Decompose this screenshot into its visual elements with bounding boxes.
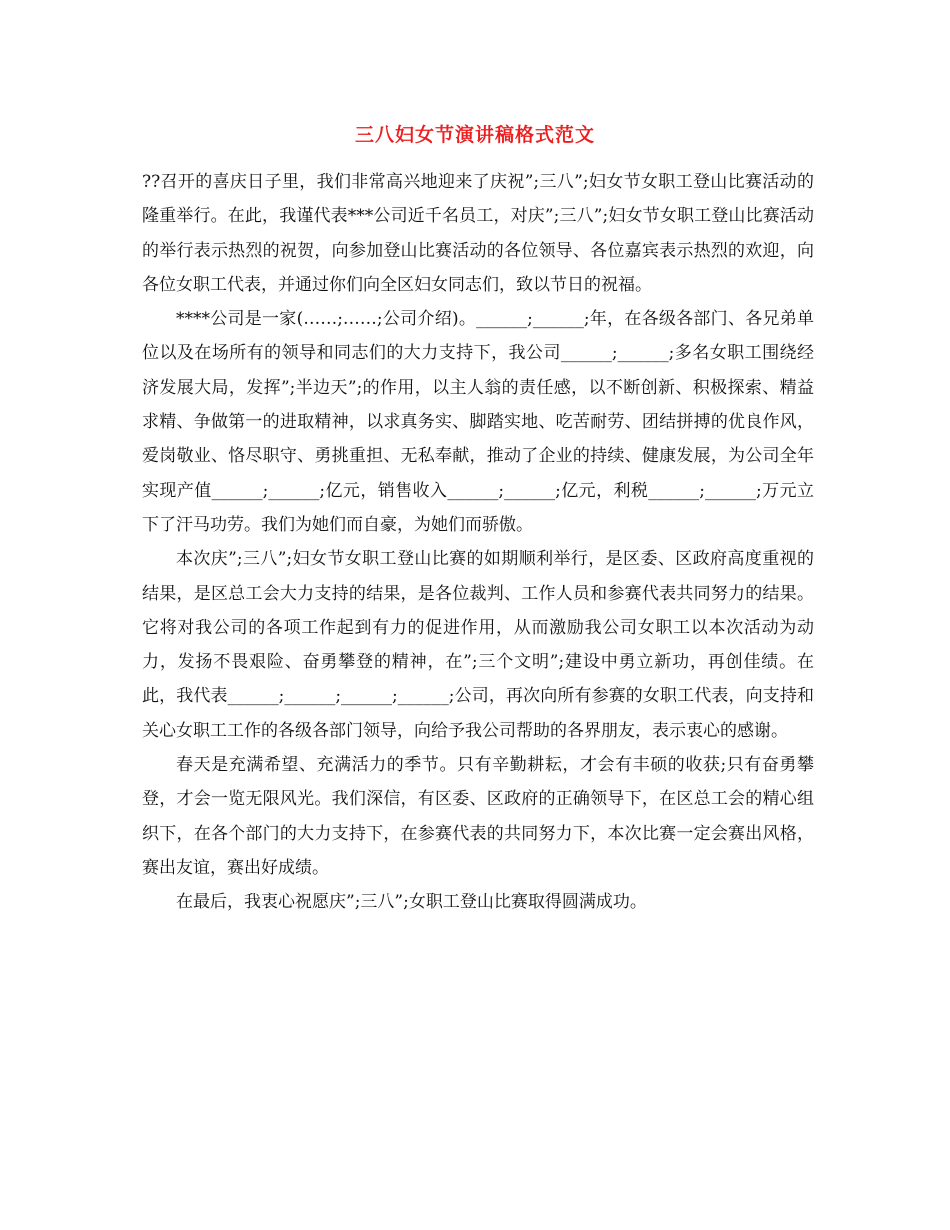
paragraph-2: ****公司是一家(……;……;公司介绍)。______;______;年，在各级各部门、各兄弟单位以及在场所有的领导和同志们的大力支持下，我公司______;______;多名女职工围绕经济发展大局，发挥”;半边天”;的作用，以主人翁的责任感，以不断创新、积极探索、精益求精、争做第一的进取精神，以求真务实、脚踏实地、吃苦耐劳、团结拼搏的优良作风，爱岗敬业、恪尽职守、勇挑重担、无私奉献，推动了企业的持续、健康发展，为公司全年实现产值______;______;亿元，销售收入______;______;亿元，利税______;______;万元立下了汗马功劳。我们为她们而自豪，为她们而骄傲。 [142,309,814,535]
paragraph-1: ??召开的喜庆日子里，我们非常高兴地迎来了庆祝”;三八”;妇女节女职工登山比赛活动的隆重举行。在此，我谨代表***公司近千名员工，对庆”;三八”;妇女节女职工登山比赛活动的举行表示热烈的祝贺，向参加登山比赛活动的各位领导、各位嘉宾表示热烈的欢迎，向各位女职工代表，并通过你们向全区妇女同志们，致以节日的祝福。 [142,172,814,295]
paragraph-4: 春天是充满希望、充满活力的季节。只有辛勤耕耘，才会有丰硕的收获;只有奋勇攀登，才会一览无限风光。我们深信，有区委、区政府的正确领导下，在区总工会的精心组织下，在各个部门的大力支持下，在参赛代表的共同努力下，本次比赛一定会赛出风格，赛出友谊，赛出好成绩。 [142,755,814,878]
document-body [142,165,814,920]
paragraph-3: 本次庆”;三八”;妇女节女职工登山比赛的如期顺利举行，是区委、区政府高度重视的结果，是区总工会大力支持的结果，是各位裁判、工作人员和参赛代表共同努力的结果。它将对我公司的各项工作起到有力的促进作用，从而激励我公司女职工以本次活动为动力，发扬不畏艰险、奋勇攀登的精神，在”;三个文明”;建设中勇立新功，再创佳绩。在此，我代表______;______;______;______;公司，再次向所有参赛的女职工代表，向支持和关心女职工工作的各级各部门领导，向给予我公司帮助的各界朋友，表示衷心的感谢。 [142,549,814,741]
document-title: 三八妇女节演讲稿格式范文 [354,124,595,146]
paragraph-5: 在最后，我衷心祝愿庆”;三八”;女职工登山比赛取得圆满成功。 [176,892,647,913]
